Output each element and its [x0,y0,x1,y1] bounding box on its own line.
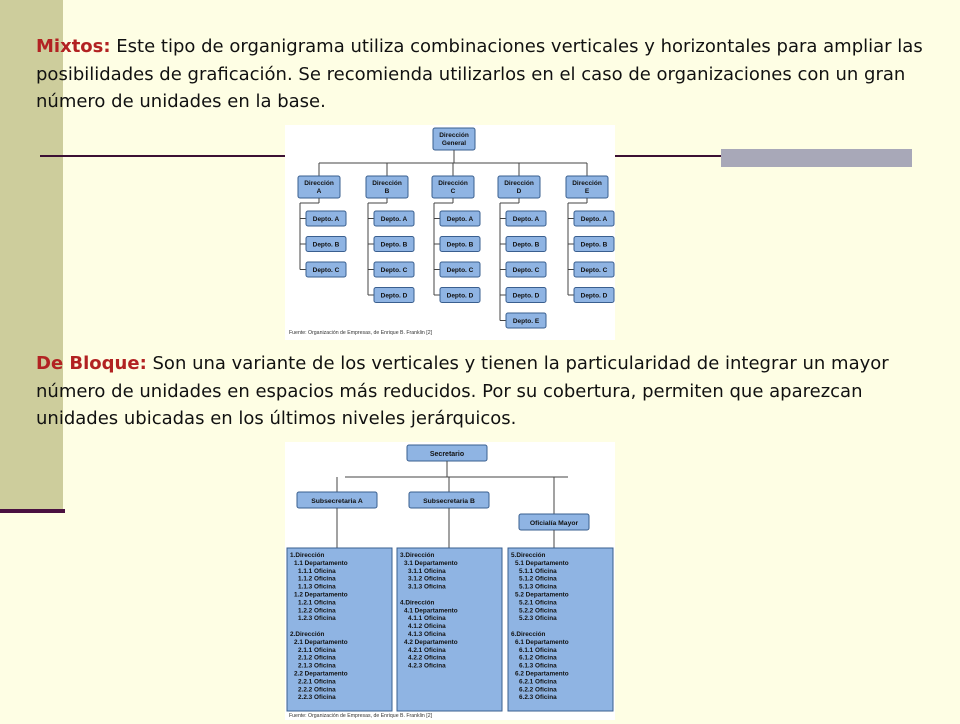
block-line: 2.2.3 Oficina [298,694,336,702]
left-accent-rule [0,509,65,513]
block-line: 6.2.2 Oficina [519,686,557,694]
block-line: 3.1.1 Oficina [408,567,446,575]
block-line: 1.1 Departamento [294,559,348,567]
block-line: 4.1 Departamento [404,607,458,615]
block-line: 5.2.1 Oficina [519,599,557,607]
block-line: 2.1.1 Oficina [298,646,336,654]
direccion-label-line1: Dirección [572,180,602,187]
block-line: 1.1.1 Oficina [298,567,336,575]
block-line: 4.2 Departamento [404,638,458,646]
block-line: 3.1.2 Oficina [408,575,446,583]
depto-label: Depto. B [446,241,474,249]
block-line: 4.1.2 Oficina [408,623,446,631]
mixtos-paragraph [36,33,926,116]
depto-label: Depto. B [512,241,540,249]
block-line: 1.1.2 Oficina [298,575,336,583]
depto-label: Depto. A [380,216,408,223]
block-line: 1.2.1 Oficina [298,599,336,607]
block-line: 2.Dirección [290,631,325,638]
block-line: 5.1.1 Oficina [519,567,557,575]
mixtos-text: Este tipo de organigrama utiliza combinaciones verticales y horizontales para ampliar las posibilidades de graficación. Se recomienda utilizarlos en el caso de organizaciones con un gran número de unidades en la base. [36,36,923,112]
block-line: 6.1.3 Oficina [519,662,557,670]
block-line: 4.2.1 Oficina [408,646,446,654]
block-line: 6.2.3 Oficina [519,694,557,702]
block-line: 6.2.1 Oficina [519,678,557,686]
root-label-line2: General [441,140,467,147]
depto-label: Depto. C [512,267,540,274]
block-line: 1.2.2 Oficina [298,607,336,615]
depto-label: Depto. A [580,216,608,223]
root-label-line1: Dirección [439,132,469,139]
block-line: 1.1.3 Oficina [298,583,336,591]
bloque-term: De Bloque: [36,353,147,374]
block-line: 1.Dirección [290,552,325,559]
block-line: 1.2.3 Oficina [298,615,336,623]
depto-label: Depto. C [446,267,474,274]
depto-label: Depto. A [312,216,340,223]
depto-label: Depto. D [512,292,540,300]
block-line: 4.2.3 Oficina [408,662,446,670]
block-line: 6.Dirección [511,631,546,638]
direccion-label-line1: Dirección [304,180,334,187]
depto-label: Depto. D [380,292,408,300]
block-line: 6.1 Departamento [515,638,569,646]
secretario-label: Secretario [429,451,465,458]
direccion-label-line2: D [516,188,522,195]
block-line: 4.1.1 Oficina [408,615,446,623]
block-line: 5.1.2 Oficina [519,575,557,583]
block-line: 5.2.2 Oficina [519,607,557,615]
direccion-label-line1: Dirección [372,180,402,187]
block-line: 5.2 Departamento [515,591,569,599]
block-line: 2.1 Departamento [294,638,348,646]
depto-label: Depto. E [512,318,540,325]
block-line: 4.2.2 Oficina [408,654,446,662]
block-line: 6.2 Departamento [515,670,569,678]
subsecretaria-label: Oficialía Mayor [529,520,579,527]
block-line: 1.2 Departamento [294,591,348,599]
block-line: 5.1.3 Oficina [519,583,557,591]
direccion-label-line1: Dirección [504,180,534,187]
chart2-source: Fuente: Organización de Empresas, de Enrique B. Franklin [2] [289,713,433,719]
block-line: 3.Dirección [400,552,435,559]
block-line: 3.1.3 Oficina [408,583,446,591]
depto-label: Depto. D [446,292,474,300]
depto-label: Depto. A [446,216,474,223]
direccion-label-line2: B [384,188,390,195]
subsecretaria-label: Subsecretaria B [423,498,475,505]
block-line: 5.2.3 Oficina [519,615,557,623]
depto-label: Depto. B [580,241,608,249]
subsecretaria-label: Subsecretaria A [311,498,363,505]
block-line: 2.1.3 Oficina [298,662,336,670]
block-line: 6.1.1 Oficina [519,646,557,654]
block-line: 5.Dirección [511,552,546,559]
block-line: 6.1.2 Oficina [519,654,557,662]
bloque-text: Son una variante de los verticales y tienen la particularidad de integrar un mayor número de unidades en espacios más reducidos. Por su cobertura, permiten que aparezcan unidades ubicadas en los últimos niveles jerárquicos. [36,353,889,429]
direccion-label-line1: Dirección [438,180,468,187]
bloque-paragraph [36,350,926,433]
depto-label: Depto. C [312,267,340,274]
depto-label: Depto. C [380,267,408,274]
depto-label: Depto. A [512,216,540,223]
block-org-chart-svg [285,442,615,720]
gray-accent-block [721,149,912,167]
block-line: 4.Dirección [400,599,435,607]
block-line: 2.2.2 Oficina [298,686,336,694]
block-line: 2.2 Departamento [294,670,348,678]
depto-label: Depto. B [380,241,408,249]
direccion-label-line2: A [316,188,322,195]
block-line: 2.2.1 Oficina [298,678,336,686]
depto-label: Depto. D [580,292,608,300]
mixtos-term: Mixtos: [36,36,111,57]
depto-label: Depto. B [312,241,340,249]
chart1-source: Fuente: Organización de Empresas, de Enrique B. Franklin [2] [289,330,433,336]
direccion-label-line2: E [584,188,590,195]
block-line: 5.1 Departamento [515,559,569,567]
block-line: 4.1.3 Oficina [408,631,446,638]
block-org-chart [285,442,615,720]
block-line: 2.1.2 Oficina [298,654,336,662]
direccion-label-line2: C [450,188,456,195]
mixed-org-chart-svg [285,125,615,340]
block-line: 3.1 Departamento [404,559,458,567]
depto-label: Depto. C [580,267,608,274]
mixed-org-chart [285,125,615,340]
